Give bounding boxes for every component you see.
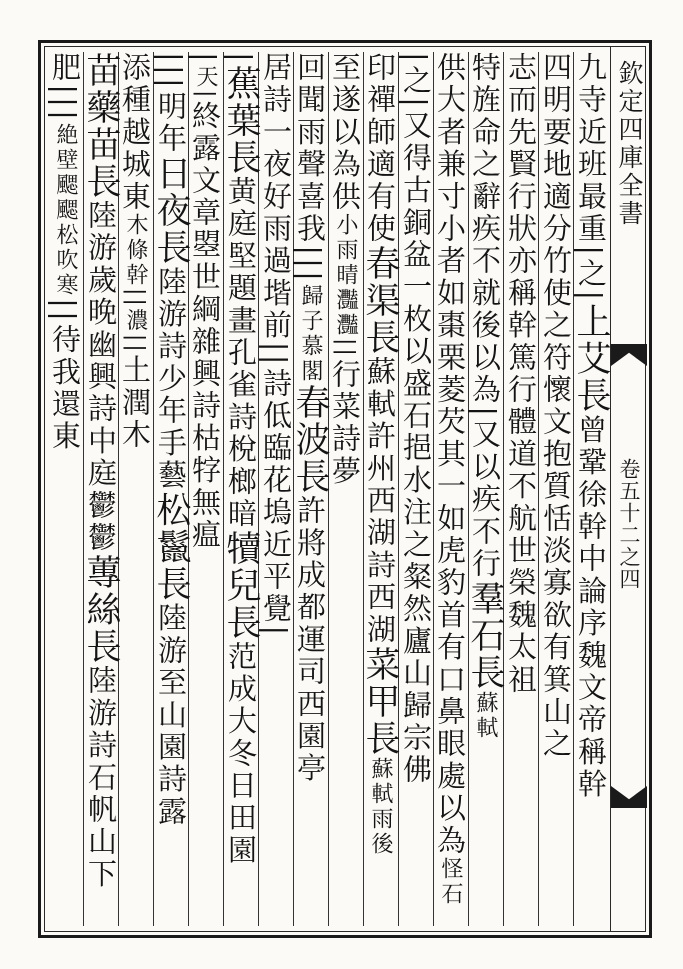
- text-segment: 終露文章曌世綱: [188, 100, 222, 326]
- text-segment: 行菜詩夢: [328, 358, 362, 488]
- entry-heading: 上艾長: [571, 303, 611, 415]
- entry-heading: 蕉葉長: [221, 64, 261, 176]
- text-segment: 歸子慕閣: [298, 284, 323, 385]
- text-segment: 添種越城東: [118, 52, 152, 213]
- text-segment: 蘇軾: [473, 691, 498, 742]
- text-segment: 蘇軾許州西湖詩西湖: [363, 356, 397, 647]
- text-column: [221, 52, 261, 926]
- text-segment: 怪石: [438, 857, 463, 907]
- text-segment: 小雨晴灩灩||: [333, 213, 358, 359]
- text-column: [433, 52, 468, 926]
- text-segment: ||待我還東: [48, 298, 82, 453]
- entry-heading: 菜甲長: [360, 646, 400, 758]
- text-column: [258, 52, 293, 926]
- text-segment: |||: [48, 84, 82, 124]
- text-column: [118, 52, 153, 926]
- text-segment: 九寺近班最重|之|: [574, 52, 608, 304]
- text-column: [538, 52, 573, 926]
- text-segment: 許將成都運司西園亭: [293, 495, 327, 785]
- entry-heading: 松鬣長: [151, 491, 191, 603]
- text-column: [571, 52, 611, 926]
- text-column: [360, 52, 400, 926]
- text-column: [290, 52, 330, 926]
- text-segment: 至遂以為供: [328, 52, 362, 213]
- text-column: [188, 52, 223, 926]
- text-segment: 居詩一夜好雨過堦前||: [259, 52, 293, 368]
- text-segment: 懷文抱質恬淡寡欲有箕山之: [539, 374, 573, 761]
- entry-heading: 春渠長: [360, 245, 400, 357]
- text-column: [328, 52, 363, 926]
- text-segment: 蘇軾雨後: [368, 757, 393, 858]
- text-segment: 陸游詩少年手藝: [154, 266, 188, 492]
- text-segment: 土潤木: [118, 354, 152, 452]
- text-segment: 肥: [48, 52, 82, 85]
- text-segment: 雜興詩枯牸無瘟: [188, 325, 222, 552]
- text-column: [151, 52, 191, 926]
- text-segment: 范成大冬日田園: [224, 641, 258, 867]
- volume-number: 卷五十二之四: [617, 458, 641, 590]
- text-segment: |||明年: [154, 52, 188, 156]
- text-segment: 木條幹||: [123, 213, 148, 309]
- text-segment: 濃||: [123, 308, 148, 355]
- text-segment: 印禪師適有使: [363, 52, 397, 246]
- text-segment: 供大者兼寸小者如棗栗菱芡其一如虎豹首有口鼻眼處以為: [433, 52, 467, 857]
- entry-heading: 日夜長: [151, 155, 191, 267]
- text-column: [81, 52, 121, 926]
- text-segment: 回聞雨聲喜我|||: [293, 52, 327, 285]
- text-segment: 絶壁颸颸松吹寒: [53, 123, 78, 299]
- text-segment: |: [188, 52, 222, 65]
- text-segment: 曾鞏徐幹中論序魏文帝稱幹: [574, 414, 608, 801]
- text-segment: 天|: [193, 64, 218, 101]
- entry-heading: 蓴絲長: [81, 554, 121, 666]
- text-column: [398, 52, 433, 926]
- text-segment: 特旌命之辭疾不就後以為|又以疾不行: [468, 52, 502, 581]
- text-segment: 陸游詩石帆山下: [84, 665, 118, 891]
- center-band: [610, 46, 646, 932]
- text-segment: 詩低臨花塢近平覺|: [259, 367, 293, 639]
- text-segment: |之|又得古銅盆一枚以盛石挹水注之粲然廬山歸宗佛: [399, 52, 433, 787]
- entry-heading: 羣石長: [465, 580, 505, 692]
- entry-heading: 春波長: [290, 384, 330, 496]
- text-segment: 志而先賢行狀亦稱幹篤行體道不航世榮魏太祖: [504, 52, 538, 696]
- text-segment: 四明要地適分竹使之符: [539, 52, 573, 374]
- fish-tail-upper-mark: [611, 344, 647, 366]
- entry-heading: 苗藥苗長: [81, 52, 121, 200]
- entry-heading: 犢兒長: [221, 530, 261, 642]
- text-column: [503, 52, 538, 926]
- text-segment: 黄庭堅題畫孔雀詩梲榔暗: [224, 175, 258, 531]
- fish-tail-lower-mark: [611, 786, 647, 808]
- text-column: [48, 52, 83, 926]
- text-segment: |: [224, 52, 258, 65]
- book-title: 欽定四庫全書: [615, 60, 644, 228]
- text-column: [465, 52, 505, 926]
- text-segment: 陸游至山園詩露: [154, 602, 188, 829]
- text-segment: 陸游歲晚幽興詩中庭鬱鬱: [84, 200, 118, 555]
